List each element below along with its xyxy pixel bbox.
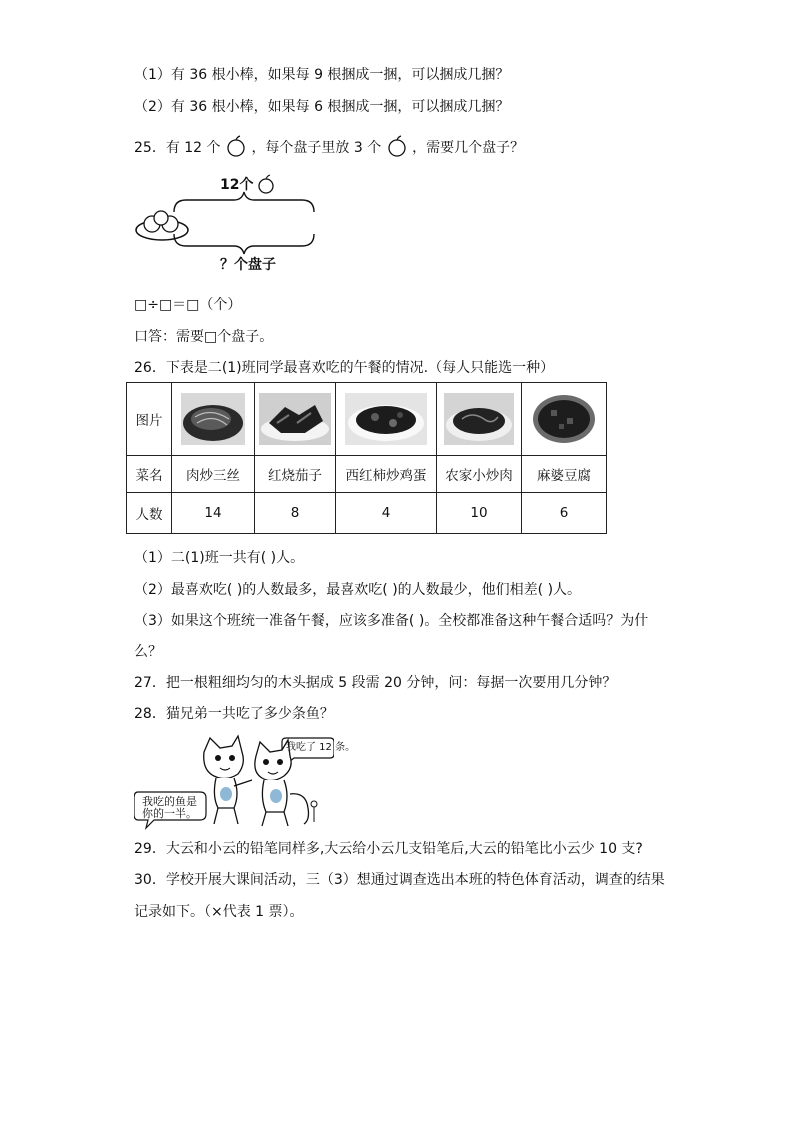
q26-sub3-line2: 么？ — [134, 644, 162, 660]
q26-sub3-line1: （3）如果这个班统一准备午餐，应该多准备( )。全校都准备这种午餐合适吗？为什 — [134, 613, 649, 629]
dish-photo-4 — [444, 393, 514, 445]
dish-name-cell: 麻婆豆腐 — [522, 456, 607, 493]
dish-name-cell: 肉炒三丝 — [172, 456, 255, 493]
q24-sub1: （1）有 36 根小棒，如果每 9 根捆成一捆，可以捆成几捆？ — [134, 67, 510, 83]
q26-intro: 26．下表是二(1)班同学最喜欢吃的午餐的情况.（每人只能选一种） — [134, 360, 555, 376]
count-cell: 4 — [336, 493, 437, 534]
dish-photo-2 — [259, 393, 331, 445]
q25-text-a: 25．有 12 个 — [134, 140, 221, 156]
dish-photo-3 — [345, 393, 427, 445]
q25-answer: 口答：需要□个盘子。 — [134, 329, 274, 345]
row-header-images: 图片 — [127, 383, 172, 456]
table-row-images — [127, 383, 607, 456]
dish-name-cell: 西红柿炒鸡蛋 — [336, 456, 437, 493]
q30-line2: 记录如下。（×代表 1 票）。 — [134, 904, 304, 920]
q25-equation: □÷□＝□（个） — [134, 297, 242, 313]
q29-question: 29．大云和小云的铅笔同样多,大云给小云几支铅笔后,大云的铅笔比小云少 10 支? — [134, 841, 643, 857]
dish-photo-5 — [531, 392, 597, 446]
row-header-names: 菜名 — [127, 456, 172, 493]
dish-image-cell — [255, 383, 336, 456]
q28-question: 28．猫兄弟一共吃了多少条鱼？ — [134, 706, 334, 722]
dish-photo-1 — [181, 393, 245, 445]
dish-image-cell — [336, 383, 437, 456]
dish-name-cell: 农家小炒肉 — [437, 456, 522, 493]
q24-sub2: （2）有 36 根小棒，如果每 6 根捆成一捆，可以捆成几捆？ — [134, 99, 510, 115]
bubble-left-line1: 我吃的鱼是 — [142, 795, 197, 808]
row-header-counts: 人数 — [127, 493, 172, 534]
count-cell: 6 — [522, 493, 607, 534]
apple-icon — [386, 135, 408, 157]
count-cell: 8 — [255, 493, 336, 534]
dish-image-cell — [172, 383, 255, 456]
dish-name-cell: 红烧茄子 — [255, 456, 336, 493]
table-row-counts — [127, 493, 607, 534]
q25-figure-top-label: 12个 — [220, 177, 254, 193]
q26-sub2: （2）最喜欢吃( )的人数最多，最喜欢吃( )的人数最少，他们相差( )人。 — [134, 582, 582, 598]
dish-image-cell — [437, 383, 522, 456]
count-cell: 14 — [172, 493, 255, 534]
q25-figure-bottom-label: ？个盘子 — [220, 257, 276, 273]
lunch-table — [126, 382, 607, 534]
bubble-left-line2: 你的一半。 — [142, 807, 197, 820]
q25-text-c: ，需要几个盘子？ — [412, 140, 525, 156]
q26-sub1: （1）二(1)班一共有( )人。 — [134, 550, 305, 566]
q25-question — [134, 135, 524, 157]
table-row-names — [127, 456, 607, 493]
q25-figure — [134, 170, 354, 280]
q28-figure — [134, 734, 356, 834]
apple-icon — [225, 135, 247, 157]
dish-image-cell — [522, 383, 607, 456]
count-cell: 10 — [437, 493, 522, 534]
bubble-right-text: 我吃了 12 条。 — [286, 742, 356, 753]
q25-text-b: ，每个盘子里放 3 个 — [251, 140, 382, 156]
q27-question: 27．把一根粗细均匀的木头据成 5 段需 20 分钟，问：每据一次要用几分钟？ — [134, 675, 617, 691]
q30-line1: 30．学校开展大课间活动，三（3）想通过调查选出本班的特色体育活动，调查的结果 — [134, 872, 665, 888]
